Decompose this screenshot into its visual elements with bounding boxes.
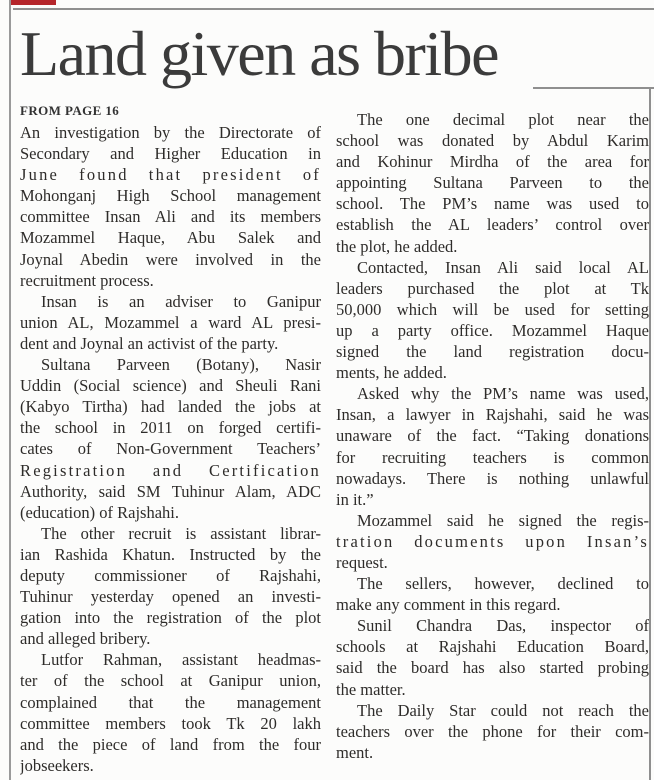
paragraph [336, 700, 649, 763]
article-line: ter of the school at Ganipur union, [20, 671, 321, 691]
article-line: gation into the registration of the plot [20, 608, 321, 628]
article-line: 50,000 which will be used for setting [336, 299, 649, 319]
article-line: said the board has also started probing [336, 658, 649, 678]
paragraph [336, 109, 649, 257]
article-line: recruitment process. [20, 270, 154, 290]
article-line: June found that president of [20, 165, 321, 185]
article-line: request. [336, 552, 388, 572]
article-line: the matter. [336, 679, 406, 699]
paragraph [20, 122, 321, 291]
article-line: Uddin (Social science) and Sheuli Rani [20, 376, 321, 396]
top-rule [13, 8, 654, 10]
article-line: Lutfor Rahman, assistant headmas- [41, 650, 321, 670]
paragraph [336, 383, 649, 510]
column-text-left [20, 122, 321, 776]
article-line: in it.” [336, 489, 374, 509]
left-edge-rule [9, 0, 11, 780]
paragraph [336, 257, 649, 384]
article-line: Registration and Certification [20, 460, 321, 480]
article-line: Joynal Abedin were involved in the [20, 249, 321, 269]
headline-rule [533, 87, 654, 89]
article-line: The one decimal plot near the [357, 110, 649, 129]
article-line: dent and Joynal an activist of the party. [20, 333, 279, 353]
article-line: union AL, Mozammel a ward AL presi- [20, 312, 321, 332]
article-line: signed the land registration docu- [336, 342, 649, 362]
article-body [20, 103, 649, 776]
article-line: (education) of Rajshahi. [20, 502, 179, 522]
article-line: tration documents upon Insan’s [336, 531, 649, 551]
article-line: school. The PM’s name was used to [336, 194, 649, 214]
article-line: The Daily Star could not reach the [357, 700, 649, 720]
article-line: school was donated by Abdul Karim [336, 131, 649, 151]
article-line: and alleged bribery. [20, 629, 151, 649]
article-line: ian Rashida Khatun. Instructed by the [20, 544, 321, 564]
column-text-right [336, 109, 649, 763]
article-line: Contacted, Insan Ali said local AL [357, 257, 649, 277]
article-line: committee members took Tk 20 lakh [20, 713, 321, 733]
article-line: Mohonganj High School management [20, 186, 321, 206]
article-line: Mozammel said he signed the regis- [357, 510, 649, 530]
article-line: establish the AL leaders’ control over [336, 215, 649, 235]
article-line: cates of Non-Government Teachers’ [20, 439, 321, 459]
article-line: Mozammel Haque, Abu Salek and [20, 228, 321, 248]
page-edge-red-mark [10, 0, 56, 5]
article-line: leaders purchased the plot at Tk [336, 278, 649, 298]
right-edge-rule [649, 87, 651, 780]
article-line: the school in 2011 on forged certifi- [20, 418, 321, 438]
article-line: make any comment in this regard. [336, 595, 561, 615]
article-line: up a party office. Mozammel Haque [336, 320, 649, 340]
article-headline: Land given as bribe [20, 18, 498, 89]
article-line: Secondary and Higher Education in [20, 144, 321, 164]
article-line: (Kabyo Tirtha) had landed the jobs at [20, 397, 321, 417]
article-line: appointing Sultana Parveen to the [336, 173, 649, 193]
article-column-left [20, 103, 321, 776]
article-line: ments, he added. [336, 363, 447, 383]
article-line: complained that the management [20, 692, 321, 712]
article-line: and the piece of land from the four [20, 734, 321, 754]
article-line: The other recruit is assistant librar- [41, 523, 321, 543]
paragraph [20, 649, 321, 776]
paragraph [20, 291, 321, 354]
article-line: unaware of the fact. “Taking donations [336, 426, 649, 446]
article-line: Asked why the PM’s name was used, [357, 384, 649, 404]
article-column-right [336, 103, 649, 776]
paragraph [336, 510, 649, 573]
article-line: Authority, said SM Tuhinur Alam, ADC [20, 481, 321, 501]
article-line: nowadays. There is nothing unlawful [336, 468, 649, 488]
paragraph [336, 573, 649, 615]
article-line: committee Insan Ali and its members [20, 207, 321, 227]
article-line: The sellers, however, declined to [357, 574, 649, 594]
article-line: deputy commissioner of Rajshahi, [20, 565, 321, 585]
paragraph [20, 354, 321, 523]
paragraph [20, 523, 321, 650]
article-line: teachers over the phone for their com- [336, 721, 649, 741]
article-line: for recruiting teachers is common [336, 447, 649, 467]
article-line: Insan, a lawyer in Rajshahi, said he was [336, 405, 649, 425]
article-line: An investigation by the Directorate of [20, 123, 321, 142]
paragraph [336, 615, 649, 699]
article-line: Tuhinur yesterday opened an investi- [20, 587, 321, 607]
article-line: and Kohinur Mirdha of the area for [336, 152, 649, 172]
article-line: Sultana Parveen (Botany), Nasir [41, 355, 321, 375]
article-line: ment. [336, 742, 374, 762]
article-line: schools at Rajshahi Education Board, [336, 637, 649, 657]
article-line: Insan is an adviser to Ganipur [41, 291, 321, 311]
from-page-kicker: FROM PAGE 16 [20, 103, 120, 118]
article-line: jobseekers. [20, 755, 94, 775]
article-line: the plot, he added. [336, 236, 458, 256]
article-line: Sunil Chandra Das, inspector of [357, 616, 649, 636]
